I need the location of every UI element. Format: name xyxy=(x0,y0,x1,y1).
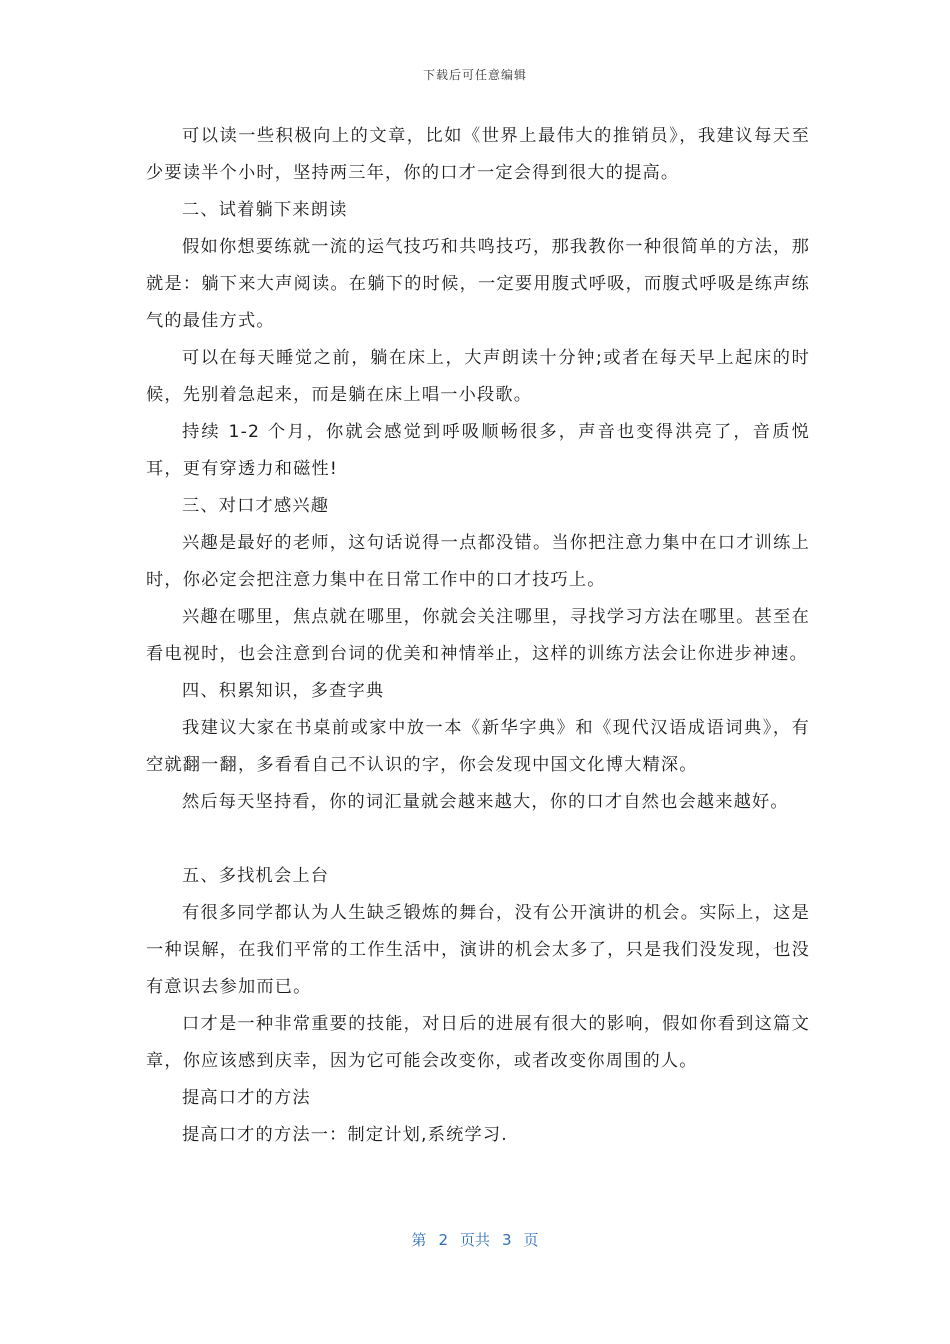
paragraph: 有很多同学都认为人生缺乏锻炼的舞台，没有公开演讲的机会。实际上，这是一种误解，在我们平常的工作生活中，演讲的机会太多了，只是我们没发现，也没有意识去参加而已。 xyxy=(146,903,810,997)
paragraph: 提高口才的方法一：制定计划,系统学习. xyxy=(182,1125,508,1145)
section-heading: 四、积累知识，多查字典 xyxy=(182,681,385,701)
paragraph: 兴趣在哪里，焦点就在哪里，你就会关注哪里，寻找学习方法在哪里。甚至在看电视时，也会注意到台词的优美和神情举止，这样的训练方法会让你进步神速。 xyxy=(146,607,810,664)
total-pages: 3 xyxy=(502,1231,512,1249)
paragraph: 假如你想要练就一流的运气技巧和共鸣技巧，那我教你一种很简单的方法，那就是：躺下来大声阅读。在躺下的时候，一定要用腹式呼吸，而腹式呼吸是练声练气的最佳方式。 xyxy=(146,237,810,331)
section-heading: 二、试着躺下来朗读 xyxy=(182,200,348,220)
paragraph: 我建议大家在书桌前或家中放一本《新华字典》和《现代汉语成语词典》，有空就翻一翻，多看看自己不认识的字，你会发现中国文化博大精深。 xyxy=(146,718,810,775)
section-heading: 三、对口才感兴趣 xyxy=(182,496,330,516)
paragraph: 可以在每天睡觉之前，躺在床上，大声朗读十分钟;或者在每天早上起床的时候，先别着急起来，而是躺在床上唱一小段歌。 xyxy=(146,348,810,405)
page-label: 第 xyxy=(411,1231,427,1249)
page-of-label: 页共 xyxy=(459,1231,490,1249)
paragraph: 然后每天坚持看，你的词汇量就会越来越大，你的口才自然也会越来越好。 xyxy=(182,792,789,812)
page-number: 2 xyxy=(438,1231,448,1249)
paragraph: 口才是一种非常重要的技能，对日后的进展有很大的影响，假如你看到这篇文章，你应该感到庆幸，因为它可能会改变你，或者改变你周围的人。 xyxy=(146,1014,810,1071)
page-suffix: 页 xyxy=(523,1231,539,1249)
section-heading: 五、多找机会上台 xyxy=(182,866,330,886)
paragraph: 兴趣是最好的老师，这句话说得一点都没错。当你把注意力集中在口才训练上时，你必定会把注意力集中在日常工作中的口才技巧上。 xyxy=(146,533,810,590)
page-footer xyxy=(0,1229,950,1250)
document-body xyxy=(146,118,810,1154)
page-header: 下载后可任意编辑 xyxy=(422,68,527,82)
paragraph: 可以读一些积极向上的文章，比如《世界上最伟大的推销员》，我建议每天至少要读半个小时，坚持两三年，你的口才一定会得到很大的提高。 xyxy=(146,126,810,183)
section-heading: 提高口才的方法 xyxy=(182,1088,311,1108)
paragraph: 持续 1-2 个月，你就会感觉到呼吸顺畅很多，声音也变得洪亮了，音质悦耳，更有穿透力和磁性! xyxy=(146,422,810,479)
